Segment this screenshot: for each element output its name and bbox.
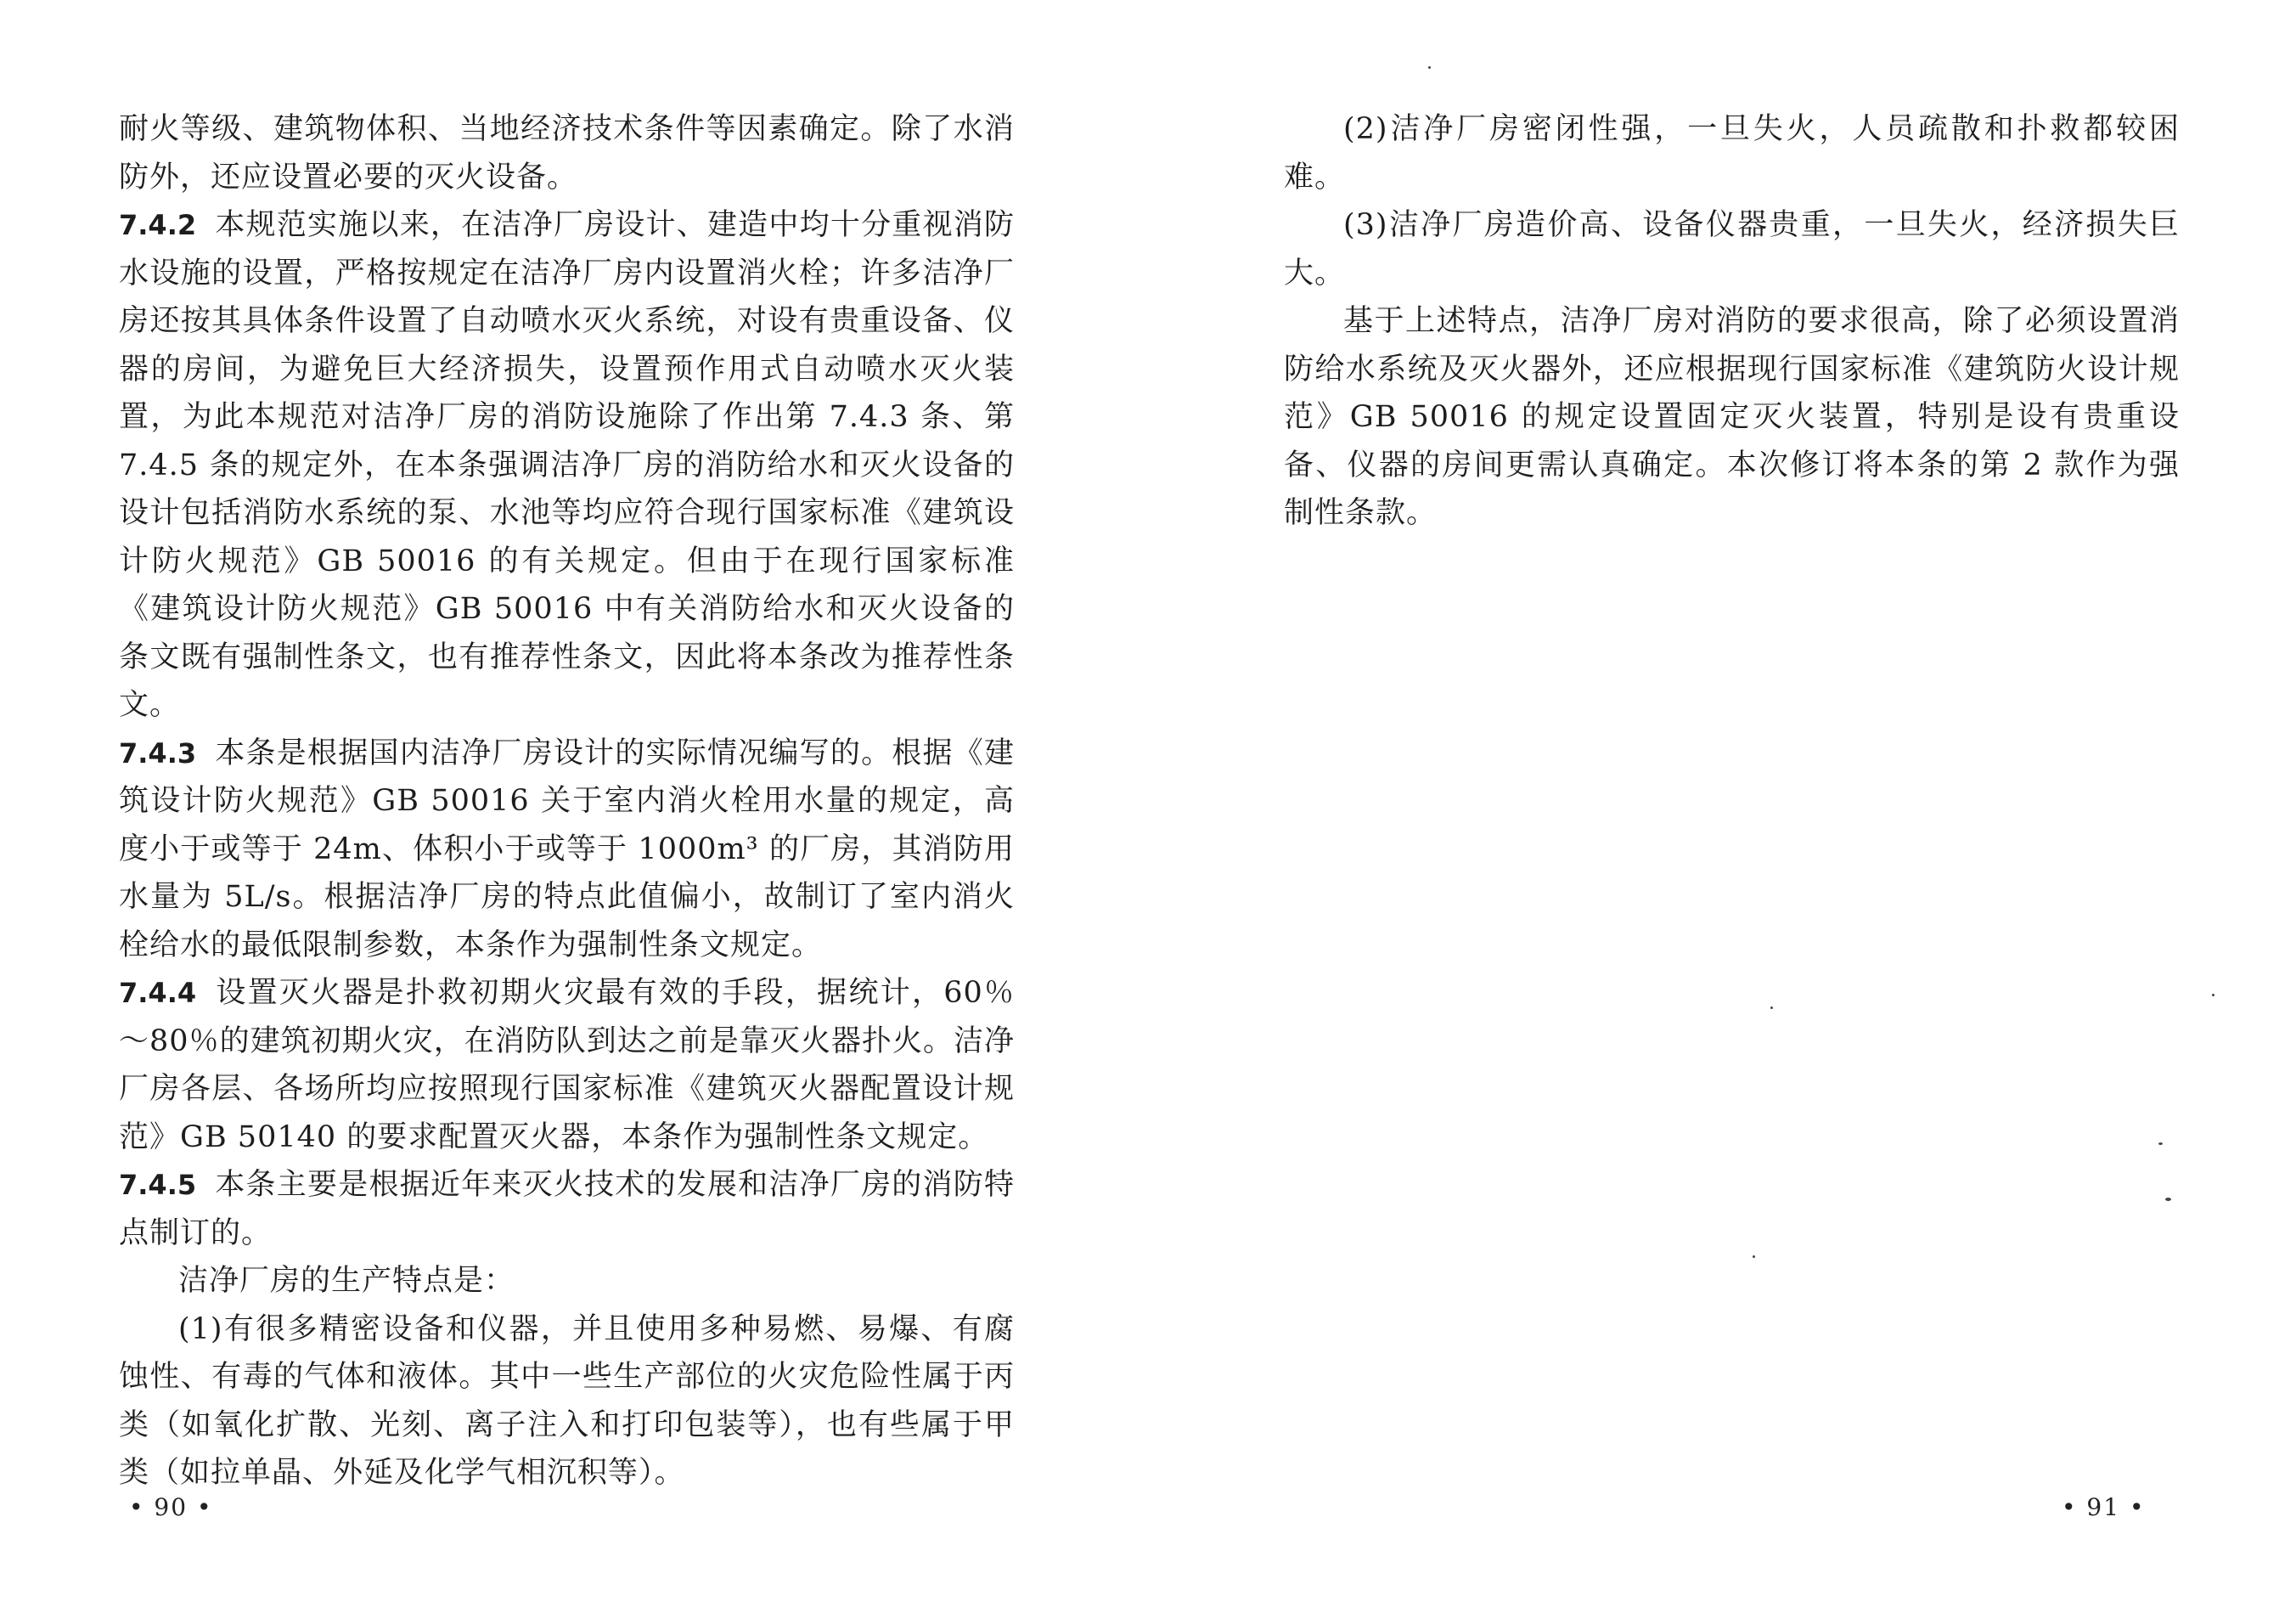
paragraph-continued [119, 105, 1015, 201]
clause-number: 7.4.5 [119, 1169, 197, 1201]
scan-speck [2158, 1142, 2163, 1145]
clause-7-4-5 [119, 1161, 1015, 1257]
clause-7-4-4 [119, 969, 1015, 1161]
paragraph-text: (1)有很多精密设备和仪器，并且使用多种易燃、易爆、有腐蚀性、有毒的气体和液体。其中一些生产部位的火灾危险性属于丙类（如氧化扩散、光刻、离子注入和打印包装等），也有些属于甲类（如拉单晶、外延及化学气相沉积等）。 [119, 1311, 1015, 1490]
scan-speck [1770, 1007, 1773, 1009]
paragraph-production-features [119, 1257, 1015, 1305]
scan-speck [1428, 66, 1431, 69]
clause-number: 7.4.2 [119, 209, 197, 241]
scan-speck [1753, 1255, 1755, 1258]
paragraph-item-2 [1284, 105, 2180, 201]
scan-speck [2165, 1198, 2171, 1201]
clause-7-4-2 [119, 201, 1015, 730]
paragraph-text: 基于上述特点，洁净厂房对消防的要求很高，除了必须设置消防给水系统及灭火器外，还应根据现行国家标准《建筑防火设计规范》GB 50016 的规定设置固定灭火装置，特别是设有贵重设备、仪器的房间更需认真确定。本次修订将本条的第 2 款作为强制性条款。 [1284, 304, 2180, 530]
paragraph-text: 洁净厂房的生产特点是： [178, 1264, 515, 1298]
paragraph-text: (2)洁净厂房密闭性强，一旦失火，人员疏散和扑救都较困难。 [1284, 112, 2180, 195]
page-number: • 91 • [2062, 1493, 2146, 1521]
page-number: • 90 • [129, 1493, 213, 1521]
clause-text: 本条主要是根据近年来灭火技术的发展和洁净厂房的消防特点制订的。 [119, 1168, 1015, 1250]
right-page [1148, 0, 2296, 1624]
paragraph-item-1 [119, 1305, 1015, 1497]
paragraph-text: 耐火等级、建筑物体积、当地经济技术条件等因素确定。除了水消防外，还应设置必要的灭火设备。 [119, 112, 1015, 195]
clause-number: 7.4.4 [119, 977, 197, 1009]
paragraph-item-3 [1284, 201, 2180, 297]
paragraph-text: (3)洁净厂房造价高、设备仪器贵重，一旦失火，经济损失巨大。 [1284, 208, 2180, 290]
left-page-body [119, 105, 1015, 1497]
right-page-body [1284, 105, 2180, 538]
scan-speck [2212, 994, 2214, 996]
clause-text: 设置灭火器是扑救初期火灾最有效的手段，据统计，60％～80％的建筑初期火灾，在消防队到达之前是靠灭火器扑火。洁净厂房各层、各场所均应按照现行国家标准《建筑灭火器配置设计规范》GB 50140 的要求配置灭火器，本条作为强制性条文规定。 [119, 976, 1015, 1154]
clause-text: 本规范实施以来，在洁净厂房设计、建造中均十分重视消防水设施的设置，严格按规定在洁净厂房内设置消火栓；许多洁净厂房还按其具体条件设置了自动喷水灭火系统，对设有贵重设备、仪器的房间，为避免巨大经济损失，设置预作用式自动喷水灭火装置，为此本规范对洁净厂房的消防设施除了作出第 7.4.3 条、第 7.4.5 条的规定外，在本条强调洁净厂房的消防给水和灭火设备的设计包括消防水系统的泵、水池等均应符合现行国家标准《建筑设计防火规范》GB 50016 的有关规定。但由于在现行国家标准《建筑设计防火规范》GB 50016 中有关消防给水和灭火设备的条文既有强制性条文，也有推荐性条文，因此将本条改为推荐性条文。 [119, 208, 1015, 722]
clause-number: 7.4.3 [119, 736, 197, 770]
paragraph-summary [1284, 297, 2180, 538]
clause-7-4-3 [119, 730, 1015, 970]
clause-text: 本条是根据国内洁净厂房设计的实际情况编写的。根据《建筑设计防火规范》GB 50016 关于室内消火栓用水量的规定，高度小于或等于 24m、体积小于或等于 1000m³ 的厂房，其消防用水量为 5L/s。根据洁净厂房的特点此值偏小，故制订了室内消火栓给水的最低限制参数，本条作为强制性条文规定。 [119, 736, 1015, 962]
